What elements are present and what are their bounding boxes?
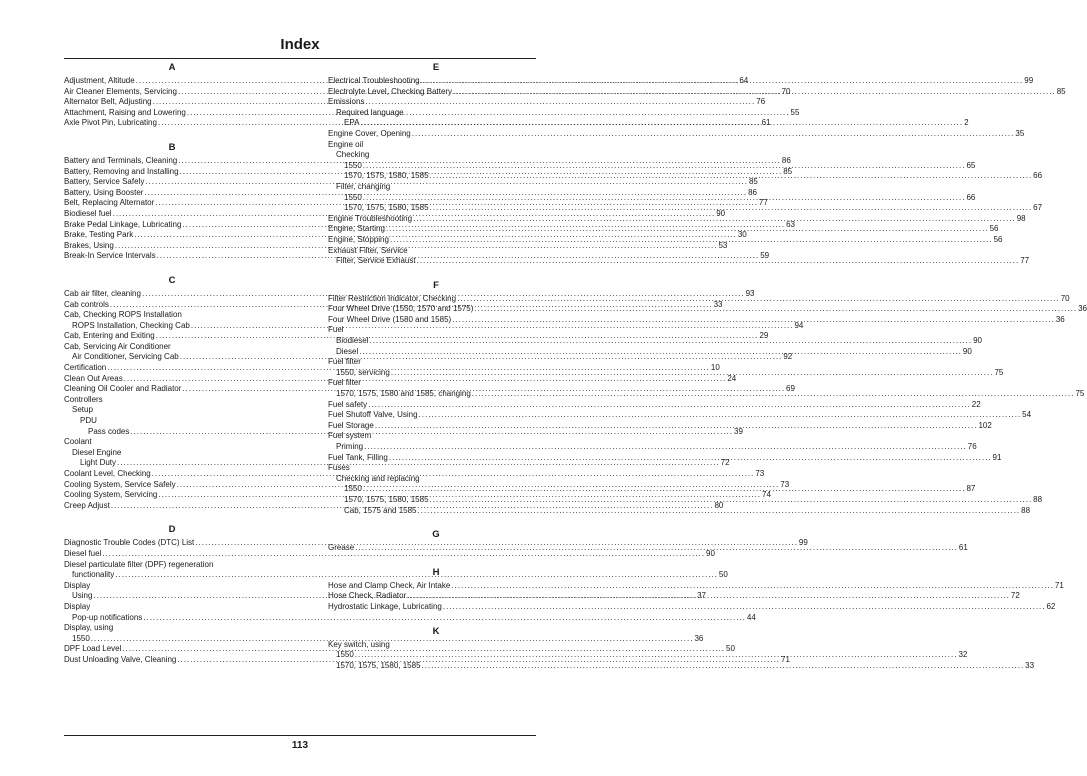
entry-text: Four Wheel Drive (1550, 1570 and 1575): [328, 304, 474, 314]
entry-page-number: 88: [1033, 494, 1043, 504]
entry-page-number: 65: [966, 160, 976, 170]
section-letter: B: [168, 141, 176, 153]
entry-text: 1550: [344, 160, 362, 170]
section-letter: F: [433, 279, 439, 291]
entry-text: 1550: [344, 484, 362, 494]
entry-page-number: 90: [706, 548, 715, 558]
index-heading: Coolant: [64, 437, 92, 447]
entry-text: Cooling System, Servicing: [64, 490, 158, 500]
entry-text: functionality: [72, 570, 115, 580]
entry-text: 1570, 1575, 1580, 1585: [344, 203, 429, 213]
entry-text: Clean Out Areas: [64, 373, 123, 383]
entry-page-number: 73: [780, 479, 790, 489]
dot-leader: [368, 400, 971, 411]
entry-page-number: 80: [714, 500, 724, 510]
entry-page-number: 73: [755, 469, 765, 478]
entry-page-number: 85: [748, 177, 758, 187]
entry-text: 1570, 1575, 1580, 1585: [336, 660, 421, 670]
dot-leader: [474, 304, 1077, 315]
index-entry: [328, 442, 977, 453]
index-heading: Exhaust Filter, Service: [328, 245, 408, 255]
entry-page-number: 77: [758, 198, 768, 208]
entry-page-number: 94: [794, 320, 804, 330]
entry-page-number: 98: [1016, 213, 1026, 223]
entry-page-number: 87: [966, 484, 976, 494]
entry-text: Hose Check, Radiator: [328, 591, 407, 601]
entry-text: Pop-up notifications: [72, 612, 143, 622]
entry-page-number: 99: [798, 538, 808, 548]
dot-leader: [391, 368, 994, 379]
index-entry: [328, 399, 981, 411]
section-letter: E: [432, 62, 440, 73]
dot-leader: [422, 661, 1025, 672]
entry-page-number: 37: [697, 591, 706, 601]
entry-page-number: 2: [964, 118, 969, 128]
entry-page-number: 24: [727, 373, 737, 383]
index-heading: Cab, Checking ROPS Installation: [64, 310, 182, 320]
entry-page-number: 50: [718, 570, 728, 580]
dot-leader: [457, 294, 1060, 305]
entry-text: 1550: [336, 650, 354, 660]
dot-leader: [430, 495, 1033, 506]
dot-leader: [453, 87, 1056, 98]
entry-text: Engine, Starting: [328, 224, 385, 234]
entry-text: Brake Pedal Linkage, Lubricating: [64, 219, 182, 229]
entry-page-number: 32: [958, 650, 968, 660]
index-heading: Display, using: [64, 623, 114, 633]
entry-text: 1550, servicing: [336, 367, 390, 377]
dot-leader: [413, 214, 1016, 225]
entry-page-number: 90: [716, 208, 726, 218]
index-entry: [328, 601, 1056, 613]
dot-leader: [363, 484, 966, 495]
entry-page-number: 86: [781, 155, 791, 165]
dot-leader: [364, 442, 967, 453]
index-entry: [64, 570, 728, 581]
entry-text: Light Duty: [80, 458, 117, 468]
entry-page-number: 54: [1022, 410, 1032, 420]
entry-text: Diesel fuel: [64, 548, 102, 558]
entry-text: Brakes, Using: [64, 240, 114, 250]
entry-page-number: 59: [760, 251, 770, 261]
entry-page-number: 61: [958, 543, 968, 553]
entry-page-number: 29: [759, 331, 769, 341]
entry-page-number: 36: [1078, 304, 1087, 314]
section-letter: H: [432, 566, 440, 578]
entry-page-number: 64: [739, 76, 749, 85]
entry-page-number: 33: [1025, 660, 1035, 670]
entry-page-number: 63: [786, 219, 795, 229]
entry-page-number: 72: [720, 458, 730, 468]
index-heading: PDU: [80, 416, 97, 426]
entry-text: Biodiesel: [336, 336, 369, 346]
entry-text: Cooling System, Service Safely: [64, 479, 176, 489]
entry-text: Fuel safety: [328, 399, 368, 409]
dot-leader: [407, 591, 1010, 602]
dot-leader: [421, 76, 1024, 87]
entry-page-number: 62: [1046, 601, 1056, 611]
index-heading: Display: [64, 580, 91, 590]
index-heading: Emissions: [328, 97, 365, 107]
dot-leader: [363, 193, 966, 204]
entry-page-number: 91: [992, 452, 1002, 462]
index-heading: Fuel filter: [328, 357, 361, 367]
dot-leader: [451, 581, 1054, 592]
entry-page-number: 93: [745, 288, 755, 298]
entry-text: Fuel Storage: [328, 420, 374, 430]
dot-leader: [363, 161, 966, 172]
index-entry: [64, 612, 756, 624]
entry-text: Fuel Tank, Filling: [328, 452, 388, 462]
entry-text: Biodiesel fuel: [64, 208, 112, 218]
entry-text: Diagnostic Trouble Codes (DTC) List: [64, 538, 195, 548]
top-rule: [64, 58, 536, 59]
dot-leader: [417, 256, 1020, 267]
entry-page-number: 71: [1054, 580, 1064, 590]
entry-page-number: 53: [718, 240, 728, 250]
entry-text: 1550: [344, 192, 362, 202]
entry-page-number: 69: [786, 384, 795, 394]
entry-page-number: 22: [971, 399, 981, 409]
entry-page-number: 66: [1033, 171, 1043, 181]
index-heading: Diesel particulate filter (DPF) regeneration: [64, 559, 214, 569]
index-heading: Fuel system: [328, 431, 372, 441]
entry-page-number: 66: [966, 192, 976, 202]
entry-text: Brake, Testing Park: [64, 230, 134, 240]
entry-page-number: 75: [994, 367, 1004, 377]
index-heading: Filter, changing: [336, 181, 391, 191]
entry-text: EPA: [344, 118, 360, 128]
entry-page-number: 99: [1024, 76, 1034, 85]
entry-page-number: 90: [973, 336, 983, 346]
entry-page-number: 30: [737, 230, 747, 240]
entry-page-number: 76: [756, 97, 766, 107]
entry-text: Cab, 1575 and 1585: [344, 505, 417, 515]
entry-page-number: 10: [710, 363, 720, 373]
entry-page-number: 50: [726, 644, 735, 654]
index-entry: [328, 410, 1032, 421]
index-heading: Checking: [336, 150, 370, 160]
entry-text: Cleaning Oil Cooler and Radiator: [64, 384, 182, 394]
entry-text: Dust Unloading Valve, Cleaning: [64, 654, 177, 664]
entry-text: Diesel: [336, 346, 359, 356]
entry-text: Battery, Service Safely: [64, 177, 145, 187]
entry-page-number: 88: [1021, 505, 1031, 515]
entry-text: Grease: [328, 543, 355, 553]
entry-text: Air Cleaner Elements, Servicing: [64, 86, 177, 96]
entry-text: Battery, Removing and Installing: [64, 166, 179, 176]
dot-leader: [472, 389, 1075, 400]
dot-leader: [419, 410, 1022, 421]
index-entry: [328, 128, 1025, 140]
entry-text: Air Conditioner, Servicing Cab: [72, 352, 179, 362]
dot-leader: [359, 347, 962, 358]
entry-page-number: 74: [762, 490, 771, 500]
bottom-rule: [64, 735, 536, 736]
dot-leader: [430, 203, 1033, 214]
entry-page-number: 90: [962, 346, 972, 356]
entry-text: Cab, Entering and Exiting: [64, 331, 155, 341]
index-heading: Key switch, using: [328, 639, 390, 649]
dot-leader: [389, 453, 992, 464]
entry-text: Break-In Service Intervals: [64, 251, 156, 261]
entry-text: Creep Adjust: [64, 500, 110, 510]
entry-text: 1570, 1575, 1580, 1585: [344, 171, 429, 181]
entry-page-number: 85: [783, 166, 793, 176]
entry-page-number: 85: [1056, 86, 1066, 96]
index-heading: Diesel Engine: [72, 447, 122, 457]
section-letter: C: [168, 274, 176, 286]
entry-page-number: 70: [781, 86, 791, 96]
dot-leader: [355, 650, 958, 661]
index-heading: Cab, Servicing Air Conditioner: [64, 341, 171, 351]
index-entry: [328, 580, 1064, 592]
entry-text: Battery and Terminals, Cleaning: [64, 155, 178, 165]
entry-text: Engine, Stopping: [328, 234, 389, 244]
section-letter: G: [432, 529, 440, 541]
entry-text: Filter, Service Exhaust: [336, 256, 416, 266]
entry-text: Engine Cover, Opening: [328, 128, 411, 138]
entry-text: Filter Restriction Indicator, Checking: [328, 293, 457, 303]
entry-text: Fuel Shutoff Valve, Using: [328, 410, 418, 420]
index-entry: [328, 660, 1035, 672]
entry-text: Certification: [64, 363, 107, 373]
dot-leader: [418, 506, 1021, 517]
entry-text: Coolant Level, Checking: [64, 469, 151, 478]
dot-leader: [412, 129, 1015, 140]
entry-text: Battery, Using Booster: [64, 187, 144, 197]
entry-page-number: 71: [781, 654, 790, 664]
section-letter: K: [432, 625, 440, 637]
entry-text: Engine Troubleshooting: [328, 213, 413, 223]
index-heading: Fuel: [328, 325, 344, 335]
entry-page-number: 77: [1020, 256, 1030, 266]
dot-leader: [369, 336, 972, 347]
entry-page-number: 36: [1055, 314, 1065, 324]
entry-text: 1550: [72, 633, 90, 643]
entry-text: Electrolyte Level, Checking Battery: [328, 86, 453, 96]
entry-text: Pass codes: [88, 426, 130, 436]
dot-leader: [375, 421, 978, 432]
index-heading: Engine oil: [328, 139, 364, 149]
index-heading: Controllers: [64, 394, 103, 404]
dot-leader: [390, 235, 993, 246]
section-letter: D: [168, 524, 176, 536]
dot-leader: [360, 118, 963, 129]
entry-page-number: 36: [694, 633, 704, 643]
entry-text: Attachment, Raising and Lowering: [64, 107, 186, 117]
entry-text: Cab air filter, cleaning: [64, 288, 141, 298]
entry-page-number: 39: [734, 426, 743, 436]
entry-text: Alternator Belt, Adjusting: [64, 97, 152, 107]
entry-page-number: 56: [993, 234, 1003, 244]
page-title: Index: [280, 36, 320, 53]
entry-text: Hydrostatic Linkage, Lubricating: [328, 601, 442, 611]
entry-page-number: 44: [746, 612, 756, 622]
entry-page-number: 35: [1015, 128, 1025, 138]
index-heading: Fuses: [328, 463, 350, 473]
dot-leader: [443, 602, 1046, 613]
index-heading: Display: [64, 601, 91, 611]
entry-text: Adjustment, Altitude: [64, 76, 135, 85]
entry-text: Four Wheel Drive (1580 and 1585): [328, 314, 452, 324]
entry-text: DPF Load Level: [64, 644, 122, 654]
index-heading: Required language: [336, 107, 404, 117]
entry-page-number: 55: [790, 107, 800, 117]
entry-text: ROPS Installation, Checking Cab: [72, 320, 190, 330]
index-heading: Checking and replacing: [336, 473, 420, 483]
entry-page-number: 76: [967, 442, 977, 451]
index-heading: Setup: [72, 405, 93, 415]
entry-page-number: 86: [748, 187, 757, 197]
entry-page-number: 61: [761, 118, 771, 128]
entry-page-number: 72: [1010, 591, 1020, 601]
index-entry: [328, 171, 1043, 182]
dot-leader: [452, 315, 1055, 326]
entry-page-number: 102: [978, 420, 992, 430]
section-letter: A: [168, 62, 176, 73]
entry-page-number: 33: [713, 299, 723, 309]
entry-page-number: 67: [1033, 203, 1043, 213]
entry-text: Axle Pivot Pin, Lubricating: [64, 118, 157, 128]
dot-leader: [355, 543, 958, 554]
entry-text: 1570, 1575, 1580, 1585: [344, 494, 429, 504]
entry-page-number: 75: [1075, 389, 1085, 399]
entry-text: Belt, Replacing Alternator: [64, 198, 155, 208]
entry-text: Hose and Clamp Check, Air Intake: [328, 580, 451, 590]
index-heading: Fuel filter: [328, 378, 361, 388]
entry-text: 1570, 1575, 1580 and 1585, changing: [336, 389, 471, 399]
entry-text: Electrical Troubleshooting: [328, 76, 420, 85]
entry-text: Cab controls: [64, 299, 109, 309]
entry-page-number: 92: [783, 352, 793, 362]
dot-leader: [430, 171, 1033, 182]
entry-page-number: 70: [1060, 293, 1070, 303]
entry-text: Using: [72, 591, 93, 601]
page-number: 113: [291, 740, 309, 751]
entry-text: Priming: [336, 442, 364, 451]
dot-leader: [386, 224, 989, 235]
entry-page-number: 56: [989, 224, 999, 234]
